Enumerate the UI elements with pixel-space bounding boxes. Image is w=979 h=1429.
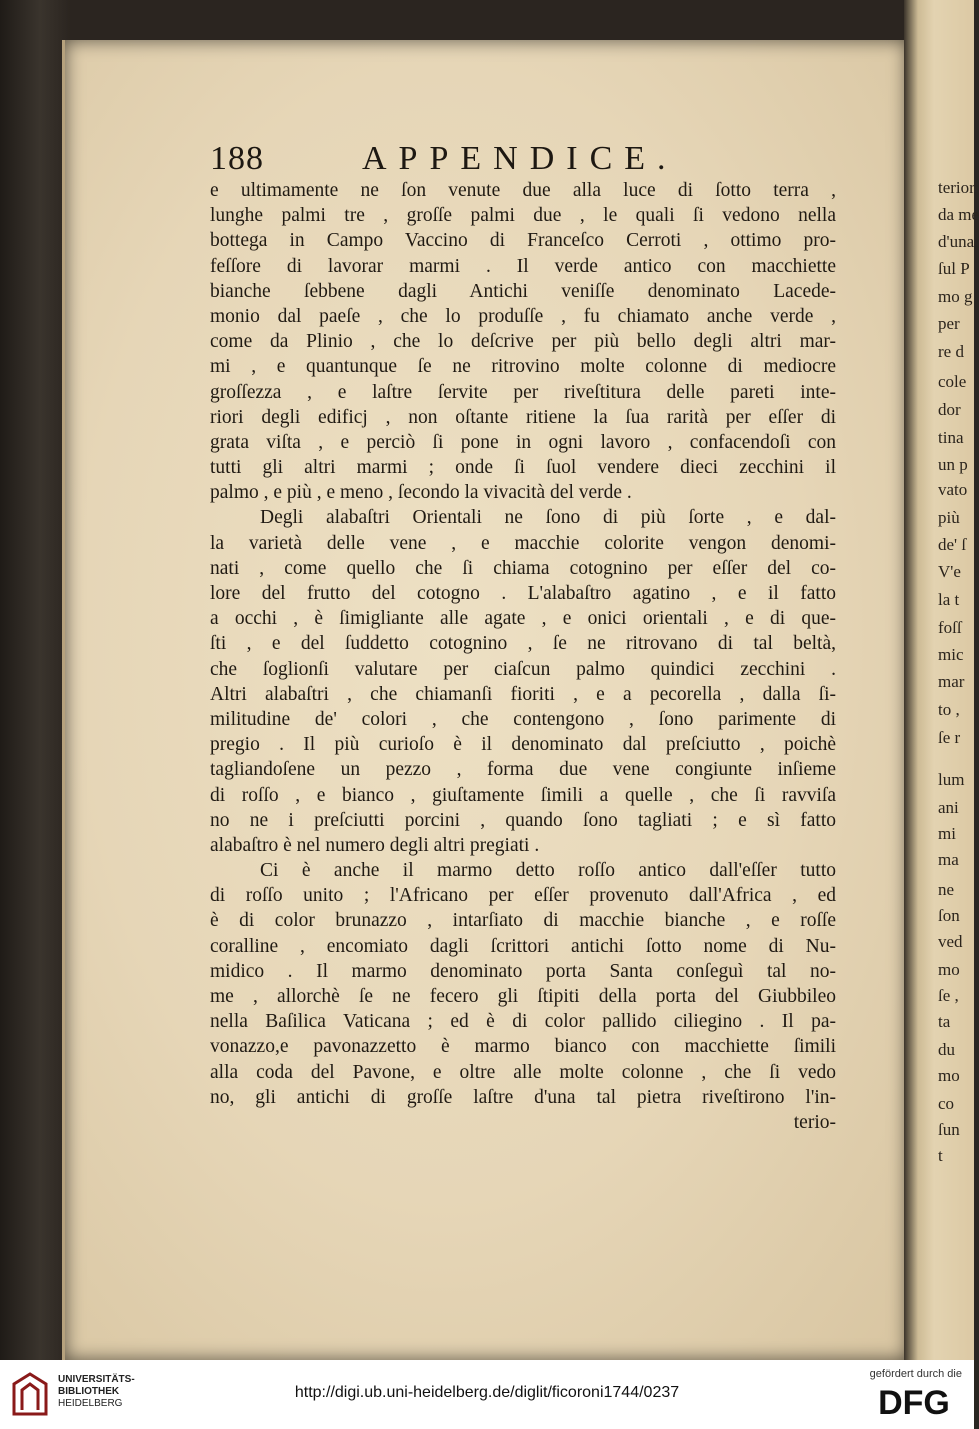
adjacent-page-fragment: un p (938, 455, 968, 474)
text-line: no, gli antichi di groſſe laſtre d'una tal pietra riveſtirono l'in- (210, 1086, 836, 1108)
text-line: di roſſo unito ; l'Africano per eſſer provenuto dall'Africa , ed (210, 885, 836, 907)
text-line: lunghe palmi tre , groſſe palmi due , le quali ſi vedono nella (210, 205, 836, 227)
adjacent-page-fragment: d'una (938, 232, 975, 251)
text-line: bottega in Campo Vaccino di Franceſco Cerroti , ottimo pro- (210, 230, 836, 252)
adjacent-page-fragment: V'e (938, 562, 961, 581)
adjacent-page-fragment: ani (938, 798, 959, 817)
text-line: no ne i preſciutti porcini , quando ſono tagliati ; e sì fatto (210, 809, 836, 831)
dfg-logo-icon (868, 1384, 960, 1422)
adjacent-page-fragment: mar (938, 672, 965, 691)
text-line: pregio . Il più curioſo è il denominato dal preſciutto , poichè (210, 734, 836, 756)
adjacent-page-fragment: de' ſ (938, 535, 967, 554)
text-line: nella Baſilica Vaticana ; ed è di color pallido ciliegino . Il pa- (210, 1011, 836, 1033)
text-line: e ultimamente ne ſon venute due alla luce di ſotto terra , (210, 180, 836, 201)
text-line: che ſoglionſi valutare per ciaſcun palmo quindici zecchini . (210, 658, 836, 680)
adjacent-page-fragment: tina (938, 428, 964, 447)
adjacent-page-fragment: ta (938, 1012, 951, 1031)
adjacent-page-fragment: cole (938, 372, 967, 391)
text-line: monio dal paeſe , che lo produſſe , fu chiamato anche verde , (210, 305, 836, 327)
text-line: di roſſo , e bianco , giuſtamente ſimili a quelle , che ſi ravviſa (210, 784, 836, 806)
adjacent-page-fragment: mo g (938, 287, 973, 306)
adjacent-page-fragment: ma (938, 850, 959, 869)
adjacent-page-fragment: du (938, 1040, 955, 1059)
text-line: riori degli edificj , non oſtante ritiene la ſua rarità per eſſer di (210, 406, 836, 428)
text-line: alla coda del Pavone, e oltre alle molte colonne , che ſi vedo (210, 1061, 836, 1083)
adjacent-page-fragment: ne (938, 880, 955, 899)
text-line: Degli alabaſtri Orientali ne ſono di più ſorte , e dal- (260, 507, 836, 529)
adjacent-page-fragment: co (938, 1094, 955, 1113)
adjacent-page-fragment: ſe , (938, 986, 959, 1005)
text-line: militudine de' colori , che contengono , ſono parimente di (210, 708, 836, 730)
page-number: 188 (210, 140, 264, 177)
text-line: come da Plinio , che lo deſcrive per più bello degli altri mar- (210, 331, 836, 353)
text-line: ſti , e del ſuddetto cotognino , ſe ne ritrovano di tal beltà, (210, 633, 836, 655)
adjacent-page-fragment: mo (938, 1066, 960, 1085)
text-line: bianche ſebbene dagli Antichi veniſſe denominato Lacede- (210, 280, 836, 302)
text-line: Ci è anche il marmo detto roſſo antico dall'eſſer tutto (260, 860, 836, 882)
text-line: palmo , e più , e meno , ſecondo la vivacità del verde . (210, 482, 632, 504)
text-line: è di color brunazzo , intarſiato di macchie bianche , e roſſe (210, 910, 836, 932)
text-line: la varietà delle vene , e macchie colorite vengon denomi- (210, 532, 836, 554)
body-text (210, 178, 836, 1135)
text-line: midico . Il marmo denominato porta Santa conſeguì tal no- (210, 960, 836, 982)
adjacent-page-fragment: foſſ (938, 618, 962, 637)
text-line: tagliandoſene un pezzo , forma due vene congiunte inſieme (210, 759, 836, 781)
adjacent-page-fragment: dor (938, 400, 961, 419)
library-name-line: UNIVERSITÄTS- (58, 1374, 135, 1385)
adjacent-page-fragment: vato (938, 480, 968, 499)
adjacent-page-fragment: terior (938, 178, 975, 197)
text-line: me , allorchè ſe ne fecero gli ſtipiti della porta del Giubbileo (210, 986, 836, 1007)
adjacent-page-fragment: per (938, 314, 960, 333)
text-line: mi , e quantunque ſe ne ritrovino molte colonne di mediocre (210, 356, 836, 378)
catchword: terio- (793, 1111, 836, 1133)
adjacent-page-fragment: to , (938, 700, 960, 719)
text-line: coralline , encomiato dagli ſcrittori antichi ſotto nome di Nu- (210, 935, 836, 957)
adjacent-page-fragment: ſe r (938, 728, 961, 747)
viewer-footer (0, 1360, 974, 1429)
text-line: groſſezza , e laſtre ſervite per riveſtitura delle pareti inte- (210, 381, 836, 403)
adjacent-page-fragment: mic (938, 645, 964, 664)
text-line: feſſore di lavorar marmi . Il verde antico con macchiette (210, 255, 836, 277)
text-line: Altri alabaſtri , che chiamanſi fioriti , e a pecorella , dalla ſi- (210, 683, 836, 705)
adjacent-page-fragment: t (938, 1146, 943, 1165)
running-head: APPENDICE. (362, 140, 678, 177)
adjacent-page-fragment: mo (938, 960, 960, 979)
text-line: vonazzo,e pavonazzetto è marmo bianco con macchiette ſimili (210, 1036, 836, 1058)
text-line: alabaſtro è nel numero degli altri pregiati . (210, 834, 540, 856)
adjacent-page-fragment: re d (938, 342, 964, 361)
funding-label: gefördert durch die (869, 1368, 962, 1380)
adjacent-page-edge (904, 0, 979, 1360)
adjacent-page-fragment: ſul P (938, 259, 970, 278)
text-line: nati , come quello che ſi chiama cotognino per eſſer del co- (210, 557, 836, 579)
adjacent-page-fragment: la t (938, 590, 960, 609)
page-header (210, 140, 770, 180)
dfg-logo-text: DFG (878, 1384, 950, 1422)
adjacent-page-fragment: lum (938, 770, 965, 789)
text-line: lore del frutto del cotogno . L'alabaſtro agatino , e il fatto (210, 583, 836, 604)
text-line: tutti gli altri marmi ; onde ſi ſuol vendere dieci zecchini il (210, 457, 836, 479)
adjacent-page-fragment: più (938, 508, 960, 527)
adjacent-page-fragment: ſon (938, 906, 960, 925)
adjacent-page-fragment: da me (938, 205, 979, 224)
text-line: grata viſta , e perciò ſi pone in ogni lavoro , confacendoſi con (210, 431, 836, 453)
adjacent-page-fragment: ved (938, 932, 963, 951)
page-url-link[interactable]: http://digi.ub.uni-heidelberg.de/diglit/ficoroni1744/0237 (294, 1384, 680, 1401)
text-line: a occhi , è ſimigliante alle agate , e onici orientali , e di que- (210, 608, 836, 630)
library-name-line: BIBLIOTHEK (58, 1386, 120, 1397)
adjacent-page-fragment: mi (938, 824, 956, 843)
adjacent-page-fragment: ſun (938, 1120, 960, 1139)
library-name-line: HEIDELBERG (58, 1398, 123, 1409)
